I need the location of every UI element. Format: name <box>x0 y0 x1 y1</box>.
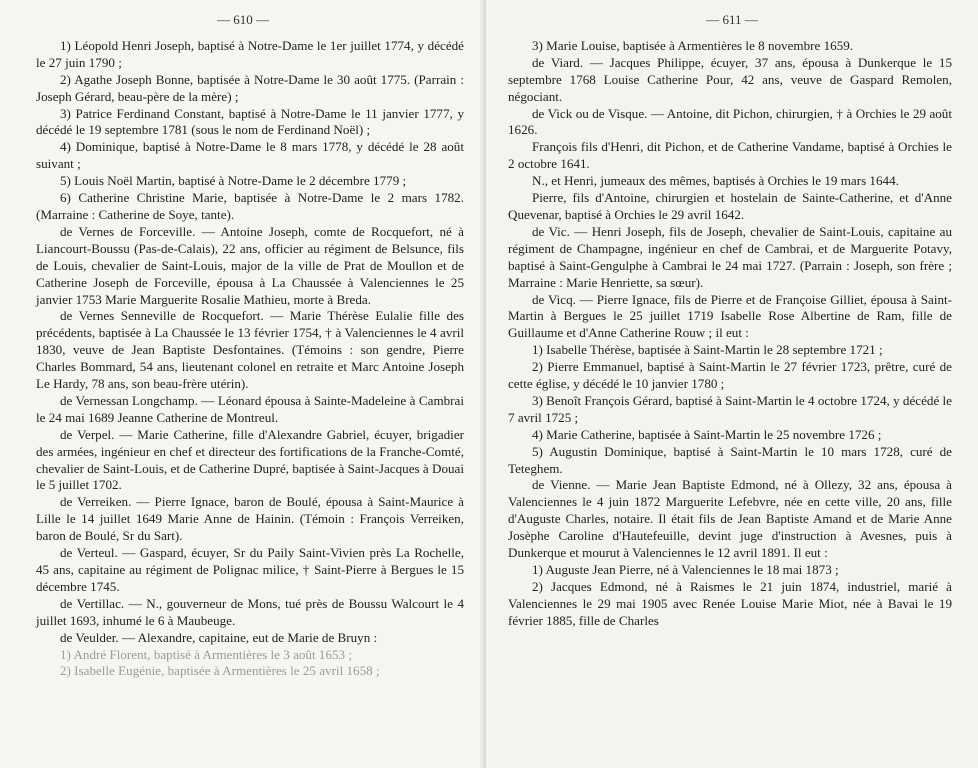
paragraph: 1) André Florent, baptisé à Armentières le 3 août 1653 ; <box>60 646 352 662</box>
paragraph: 4) Dominique, baptisé à Notre-Dame le 8 mars 1778, y décédé le 28 août suivant ; <box>36 139 464 172</box>
entry-paragraph: de Vernes Senneville de Rocquefort. — Marie Thérèse Eulalie fille des précédents, baptisée à La Chaussée le 13 février 1754, † à Valenciennes le 4 avril 1830, veuve de Jean Baptiste Desfontaines. (Témoins : son gendre, Pierre Charles Bommard, 54 ans, lieutenant colonel en retraite et Marc Antoine Joseph Le Hardy, 78 ans, son beau-frère utérin). <box>36 308 464 392</box>
paragraph: 4) Marie Catherine, baptisée à Saint-Martin le 25 novembre 1726 ; <box>532 426 882 442</box>
paragraph: 3) Benoît François Gérard, baptisé à Saint-Martin le 4 octobre 1724, y décédé le 7 avril 1725 ; <box>508 392 952 425</box>
entry-paragraph: de Verteul. — Gaspard, écuyer, Sr du Paily Saint-Vivien près La Rochelle, 45 ans, capitaine au régiment de Polignac milice, † Saint-Pierre à Bergues le 15 décembre 1745. <box>36 545 464 594</box>
paragraph: 5) Augustin Dominique, baptisé à Saint-Martin le 10 mars 1728, curé de Teteghem. <box>508 443 952 476</box>
page-number: — 611 — <box>706 12 758 27</box>
entry-paragraph: de Viard. — Jacques Philippe, écuyer, 37 ans, épousa à Dunkerque le 15 septembre 1768 Louise Catherine Pour, 42 ans, veuve de Gaspard Remolen, négociant. <box>508 54 952 104</box>
paragraph: 6) Catherine Christine Marie, baptisée à Notre-Dame le 2 mars 1782. (Marraine : Catherine de Soye, tante). <box>36 190 464 222</box>
entry-paragraph: de Vick ou de Visque. — Antoine, dit Pichon, chirurgien, † à Orchies le 29 août 1626. <box>508 105 952 138</box>
paragraph: François fils d'Henri, dit Pichon, et de Catherine Vandame, baptisé à Orchies le 2 octobre 1641. <box>508 139 952 172</box>
paragraph: 2) Jacques Edmond, né à Raismes le 21 juin 1874, industriel, marié à Valenciennes le 29 mai 1905 avec Renée Louise Marie Miot, née à Bavai le 19 février 1885, fille de Charles <box>508 578 952 628</box>
entry-paragraph: de Verpel. — Marie Catherine, fille d'Alexandre Gabriel, écuyer, brigadier des armées, ingénieur en chef et directeur des fortifications de la Franche-Comté, chevalier de Saint-Louis, et de Catherine Dupré, baptisée à Saint-Jacques à Douai le 5 juillet 1702. <box>36 426 464 493</box>
paragraph: Pierre, fils d'Antoine, chirurgien et hostelain de Sainte-Catherine, et d'Anne Quevenar, baptisé à Orchies le 29 avril 1642. <box>508 190 952 222</box>
paragraph: 2) Isabelle Eugénie, baptisée à Armentières le 25 avril 1658 ; <box>60 663 380 679</box>
paragraph: 1) Auguste Jean Pierre, né à Valenciennes le 18 mai 1873 ; <box>532 562 839 577</box>
entry-paragraph: de Vernes de Forceville. — Antoine Joseph, comte de Rocquefort, né à Liancourt-Boussu (Pas-de-Calais), 22 ans, officier au régiment de Belsunce, fils de Louis, chevalier de Saint-Louis, major de la ville de Prat de Moullon et de Catherine Joseph de Forceville, épousa à La Chaussée à Valenciennes le 25 janvier 1753 Marie Marguerite Rosalie Mathieu, morte à Breda. <box>36 223 464 307</box>
entry-paragraph: de Vertillac. — N., gouverneur de Mons, tué près de Boussu Walcourt le 4 juillet 1693, inhumé le 6 à Maubeuge. <box>36 595 464 628</box>
text-column <box>508 38 952 630</box>
page-number: — 610 — <box>217 12 269 27</box>
paragraph: N., et Henri, jumeaux des mêmes, baptisés à Orchies le 19 mars 1644. <box>532 173 899 189</box>
paragraph: 3) Patrice Ferdinand Constant, baptisé à Notre-Dame le 11 janvier 1777, y décédé le 19 septembre 1781 (sous le nom de Ferdinand Noël) ; <box>36 105 464 138</box>
left-page <box>0 0 486 768</box>
paragraph: 1) Léopold Henri Joseph, baptisé à Notre-Dame le 1er juillet 1774, y décédé le 27 juin 1790 ; <box>36 37 464 70</box>
entry-paragraph: de Veulder. — Alexandre, capitaine, eut de Marie de Bruyn : <box>60 629 378 645</box>
right-page <box>486 0 978 768</box>
paragraph: 2) Pierre Emmanuel, baptisé à Saint-Martin le 27 février 1723, prêtre, curé de cette église, y décédé le 10 janvier 1780 ; <box>508 359 952 392</box>
paragraph: 3) Marie Louise, baptisée à Armentières le 8 novembre 1659. <box>532 37 854 53</box>
paragraph: 2) Agathe Joseph Bonne, baptisée à Notre-Dame le 30 août 1775. (Parrain : Joseph Gérard, beau-père de la mère) ; <box>36 71 464 104</box>
entry-paragraph: de Verreiken. — Pierre Ignace, baron de Boulé, épousa à Saint-Maurice à Lille le 14 juillet 1649 Marie Anne de Hainin. (Témoin : François Verreiken, baron de Boulé, Sr du Sart). <box>36 494 464 544</box>
entry-paragraph: de Vernessan Longchamp. — Léonard épousa à Sainte-Madeleine à Cambrai le 24 mai 1689 Jeanne Catherine de Montreul. <box>36 392 464 425</box>
text-column <box>36 38 464 680</box>
paragraph: 5) Louis Noël Martin, baptisé à Notre-Dame le 2 décembre 1779 ; <box>60 173 407 189</box>
entry-paragraph: de Vic. — Henri Joseph, fils de Joseph, chevalier de Saint-Louis, capitaine au régiment de Champagne, ingénieur en chef de Cambrai, et de Marguerite Potavy, baptisé à Saint-Gengulphe à Cambrai le 24 mai 1727. (Parrain : Joseph, son frère ; Marraine : Marie Henriette, sa sœur). <box>508 223 952 290</box>
entry-paragraph: de Vienne. — Marie Jean Baptiste Edmond, né à Ollezy, 32 ans, épousa à Valenciennes le 4 juin 1872 Marguerite Lefebvre, née en cette ville, 20 ans, fille d'Auguste Charles, notaire. Il était fils de Jean Baptiste Amand et de Marie Anne Josèphe Caroline d'Hautefeuille, devint juge d'instruction à Avesnes, puis à Dunkerque et mourut à Valenciennes le 12 avril 1891. Il eut : <box>508 477 952 561</box>
entry-paragraph: de Vicq. — Pierre Ignace, fils de Pierre et de Françoise Gilliet, épousa à Saint-Martin à Bergues le 25 juillet 1719 Isabelle Rose Albertine de Ram, fille de Guillaume et d'Anne Catherine Rouw ; il eut : <box>508 291 952 341</box>
paragraph: 1) Isabelle Thérèse, baptisée à Saint-Martin le 28 septembre 1721 ; <box>532 342 883 358</box>
